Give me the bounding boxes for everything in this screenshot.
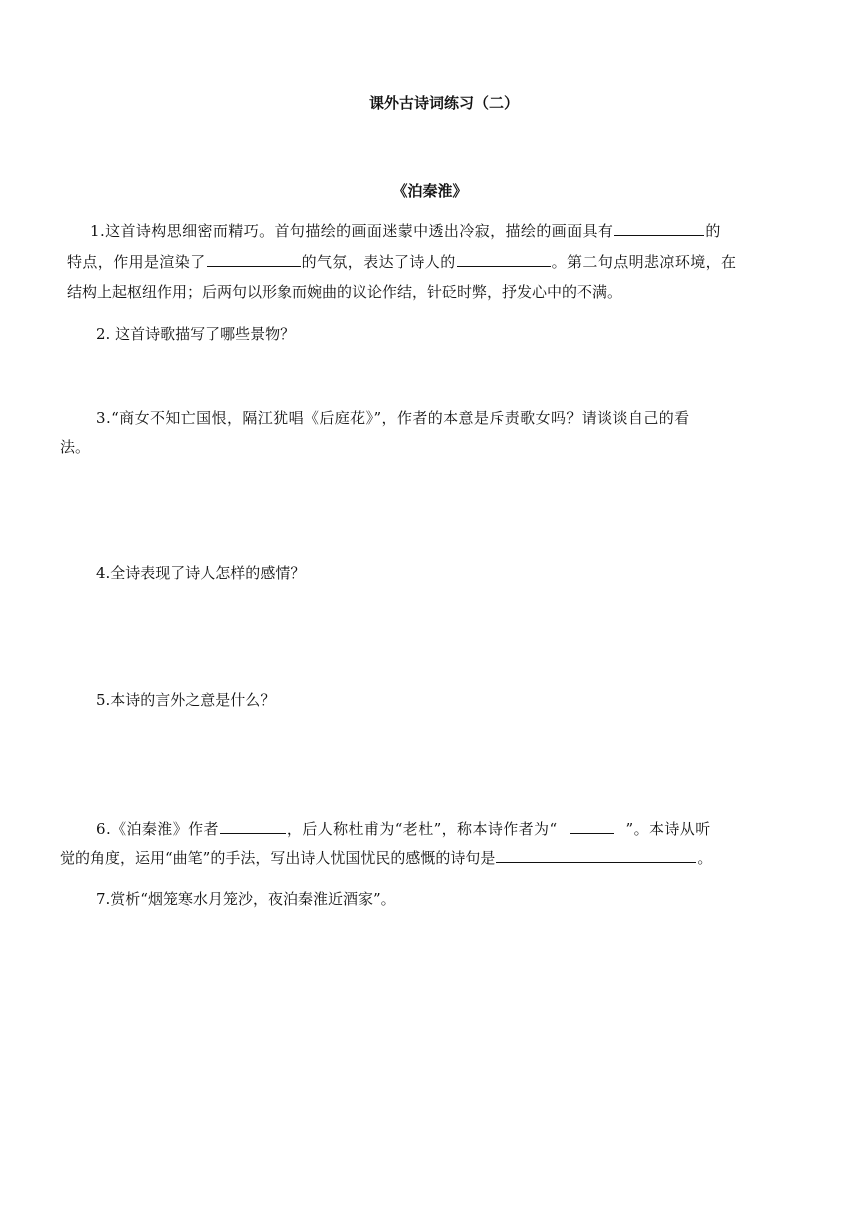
question-6-text-a1: 6.《泊秦淮》作者 [96, 820, 219, 838]
question-6-text-b2: 。 [697, 849, 713, 867]
question-2: 2. 这首诗歌描写了哪些景物？ [96, 325, 296, 343]
question-3-line-2: 法。 [60, 438, 91, 456]
answer-blank-2[interactable] [207, 251, 301, 267]
question-5: 5.本诗的言外之意是什么？ [96, 691, 276, 709]
worksheet-title: 课外古诗词练习（二） [368, 94, 519, 112]
question-1-text-a-end: 的 [705, 222, 721, 240]
question-4: 4.全诗表现了诗人怎样的感情？ [96, 564, 306, 582]
question-1-line-3: 结构上起枢纽作用；后两句以形象而婉曲的议论作结，针砭时弊，抒发心中的不满。 [67, 283, 623, 301]
question-6-text-a3: ”。本诗从听 [625, 820, 711, 838]
question-1-text-b1: 特点，作用是渲染了 [67, 253, 206, 271]
question-1-text-b3: 。第二句点明悲凉环境，在 [551, 253, 737, 271]
question-1-line-1 [90, 220, 721, 241]
question-1-text-a: 1.这首诗构思细密而精巧。首句描绘的画面迷蒙中透出冷寂，描绘的画面具有 [90, 222, 614, 240]
question-1-line-2 [67, 251, 736, 272]
poem-title: 《泊秦淮》 [392, 182, 468, 200]
answer-blank-4[interactable] [220, 818, 286, 834]
question-1-text-b2: 的气氛，表达了诗人的 [301, 253, 456, 271]
answer-blank-3[interactable] [457, 251, 551, 267]
answer-blank-6[interactable] [496, 847, 696, 863]
answer-blank-1[interactable] [614, 220, 704, 236]
question-6-line-2 [60, 847, 712, 868]
answer-blank-5[interactable] [570, 818, 614, 834]
question-3-line-1: 3.“商女不知亡国恨，隔江犹唱《后庭花》”，作者的本意是斥责歌女吗？请谈谈自己的看 [96, 409, 690, 427]
question-6-text-a2: ，后人称杜甫为“老杜”，称本诗作者为“ [286, 820, 558, 838]
question-7: 7.赏析“烟笼寒水月笼沙，夜泊秦淮近酒家”。 [96, 890, 396, 908]
question-6-line-1 [96, 818, 711, 839]
question-6-text-b1: 觉的角度，运用“曲笔”的手法，写出诗人忧国忧民的感慨的诗句是 [60, 849, 496, 867]
